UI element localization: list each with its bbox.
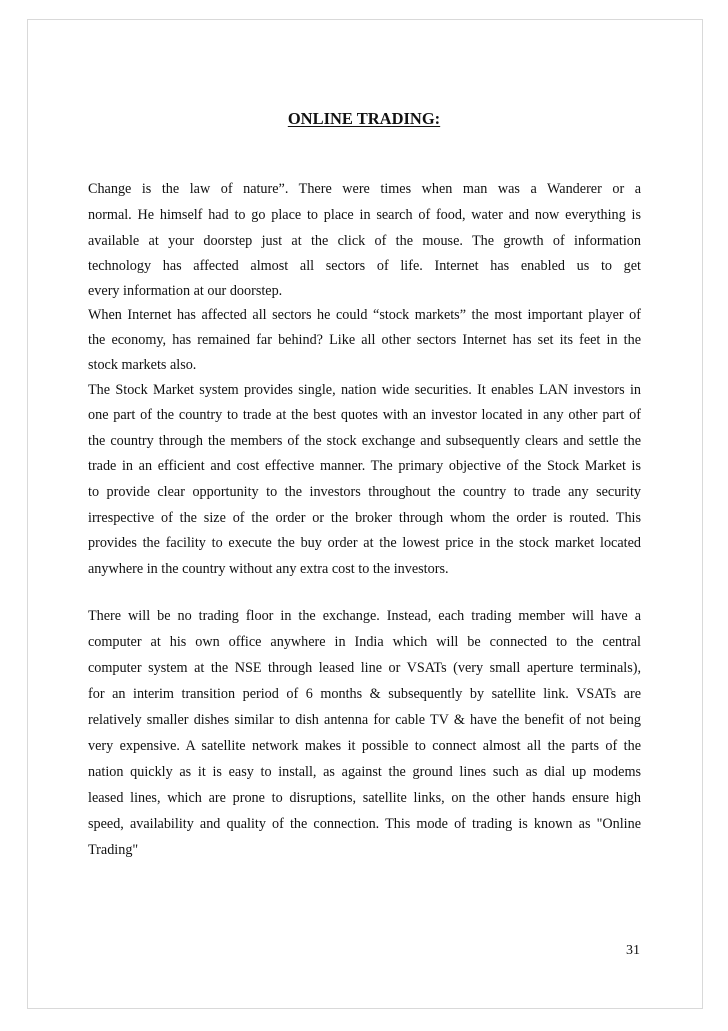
paragraph-4-line-4: for an interim transition period of 6 months & subsequently by satellite link. VSATs are — [88, 686, 641, 702]
paragraph-4-line-5: relatively smaller dishes similar to dish antenna for cable TV & have the benefit of not being — [88, 712, 641, 728]
paragraph-1-line-5: every information at our doorstep. — [88, 283, 283, 299]
paragraph-4-line-6: very expensive. A satellite network makes it possible to connect almost all the parts of the — [88, 738, 641, 754]
paragraph-3-line-3: the country through the members of the stock exchange and subsequently clears and settle the — [88, 433, 641, 449]
paragraph-4-line-2: computer at his own office anywhere in India which will be connected to the central — [88, 634, 641, 650]
paragraph-4-line-3: computer system at the NSE through leased line or VSATs (very small aperture terminals), — [88, 660, 641, 676]
paragraph-4-line-8: leased lines, which are prone to disruptions, satellite links, on the other hands ensure high — [88, 790, 641, 806]
paragraph-2-line-1: When Internet has affected all sectors he could “stock markets” the most important player of — [88, 307, 641, 323]
paragraph-4-line-1: There will be no trading floor in the exchange. Instead, each trading member will have a — [88, 608, 641, 624]
paragraph-4-line-9: speed, availability and quality of the connection. This mode of trading is known as "Online — [88, 816, 641, 832]
paragraph-1-line-3: available at your doorstep just at the click of the mouse. The growth of information — [88, 233, 641, 249]
paragraph-4-line-7: nation quickly as it is easy to install, as against the ground lines such as dial up modems — [88, 764, 641, 780]
paragraph-3-line-2: one part of the country to trade at the best quotes with an investor located in any other part of — [88, 407, 641, 423]
paragraph-3-line-8: anywhere in the country without any extra cost to the investors. — [88, 561, 449, 577]
page-title: ONLINE TRADING: — [287, 109, 441, 128]
paragraph-3-line-7: provides the facility to execute the buy order at the lowest price in the stock market located — [88, 535, 641, 551]
paragraph-3-line-6: irrespective of the size of the order or the broker through whom the order is routed. This — [88, 510, 641, 526]
paragraph-3-line-4: trade in an efficient and cost effective manner. The primary objective of the Stock Market is — [88, 458, 641, 474]
paragraph-1-line-1: Change is the law of nature”. There were times when man was a Wanderer or a — [88, 181, 641, 197]
paragraph-1-line-4: technology has affected almost all sectors of life. Internet has enabled us to get — [88, 258, 641, 274]
paragraph-3-line-1: The Stock Market system provides single, nation wide securities. It enables LAN investors in — [88, 382, 641, 398]
page-number: 31 — [626, 943, 640, 958]
paragraph-2-line-3: stock markets also. — [88, 357, 197, 373]
paragraph-1-line-2: normal. He himself had to go place to place in search of food, water and now everything is — [88, 207, 641, 223]
paragraph-4-line-10: Trading" — [88, 842, 139, 858]
paragraph-2-line-2: the economy, has remained far behind? Like all other sectors Internet has set its feet in the — [88, 332, 641, 348]
paragraph-3-line-5: to provide clear opportunity to the investors throughout the country to trade any security — [88, 484, 641, 500]
